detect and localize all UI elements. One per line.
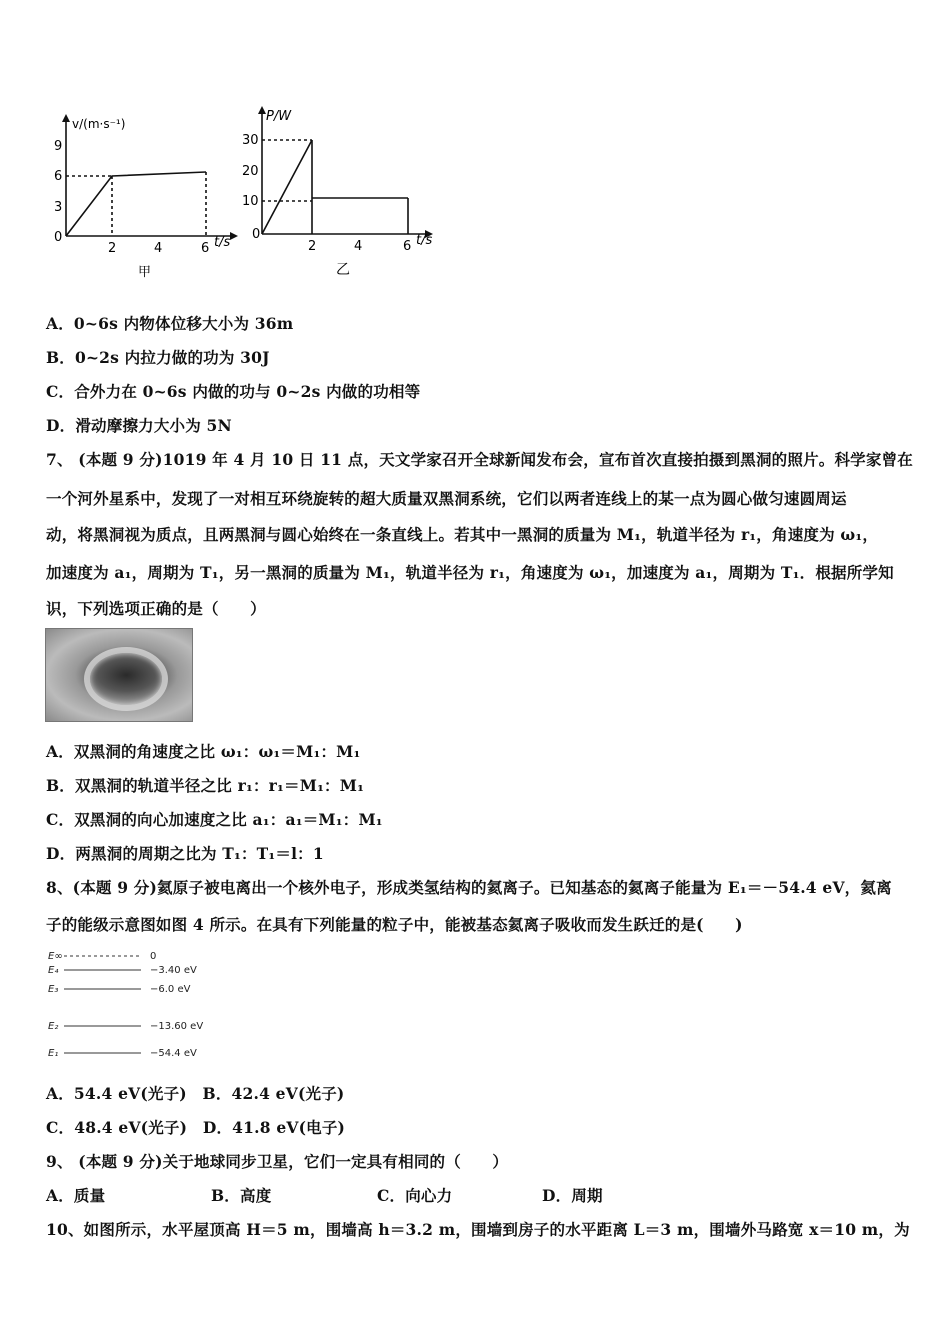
level-value: −6.0 eV — [150, 984, 191, 995]
v-caption: 甲 — [138, 265, 152, 280]
p-xaxis-label: t/s — [416, 233, 433, 248]
q9-option-a: A．质量 — [46, 1186, 106, 1205]
p-ytick: 30 — [242, 133, 259, 148]
q7-stem-line1: 7、 (本题 9 分)1019 年 4 月 10 日 11 点，天文学家召开全球新闻发布会，宣布首次直接拍摄到黑洞的照片。科学家曾在 — [46, 450, 913, 469]
v-xaxis-label: t/s — [214, 235, 231, 250]
power-time-graph — [240, 104, 450, 284]
q8-options-ab: A．54.4 eV(光子) B．42.4 eV(光子) — [46, 1084, 345, 1103]
level-value: 0 — [150, 951, 157, 962]
level-name: E₂ — [48, 1021, 59, 1032]
q9-option-b: B．高度 — [211, 1186, 272, 1205]
p-xtick: 4 — [354, 239, 363, 254]
level-value: −13.60 eV — [150, 1021, 204, 1032]
level-value: −3.40 eV — [150, 965, 197, 976]
p-xtick: 2 — [308, 239, 317, 254]
q8-stem-line1: 8、(本题 9 分)氦原子被电离出一个核外电子，形成类氢结构的氦离子。已知基态的氦离子能量为 E₁＝－54.4 eV，氦离 — [46, 878, 892, 897]
v-ytick: 3 — [54, 200, 63, 215]
q7-stem-line3: 动，将黑洞视为质点，且两黑洞与圆心始终在一条直线上。若其中一黑洞的质量为 M₁，轨道半径为 r₁，角速度为 ω₁， — [46, 525, 879, 544]
q7-option-d: D．两黑洞的周期之比为 T₁：T₁＝l：1 — [46, 844, 324, 863]
q6-option-d: D．滑动摩擦力大小为 5N — [46, 416, 232, 435]
p-xtick: 6 — [403, 239, 412, 254]
v-axis-label: v/(m·s⁻¹) — [72, 117, 126, 131]
q9-option-d: D．周期 — [542, 1186, 603, 1205]
v-xtick: 4 — [154, 241, 163, 256]
p-ytick: 0 — [252, 227, 261, 242]
level-name: E₃ — [48, 984, 59, 995]
black-hole-photo — [45, 628, 193, 722]
velocity-time-graph — [50, 112, 250, 282]
q7-stem-line5: 识，下列选项正确的是（ ） — [46, 599, 266, 618]
level-value: −54.4 eV — [150, 1048, 197, 1059]
q6-option-b: B．0~2s 内拉力做的功为 30J — [46, 348, 270, 367]
q8-options-cd: C．48.4 eV(光子) D．41.8 eV(电子) — [46, 1118, 346, 1137]
v-xtick: 6 — [201, 241, 210, 256]
q10-stem: 10、如图所示，水平屋顶高 H＝5 m，围墙高 h＝3.2 m，围墙到房子的水平距离 L＝3 m，围墙外马路宽 x＝10 m，为 — [46, 1220, 910, 1239]
p-ytick: 20 — [242, 164, 259, 179]
v-ytick: 6 — [54, 169, 63, 184]
q7-option-b: B．双黑洞的轨道半径之比 r₁：r₁＝M₁：M₁ — [46, 776, 365, 795]
q9-stem: 9、 (本题 9 分)关于地球同步卫星，它们一定具有相同的（ ） — [46, 1152, 509, 1171]
energy-level-diagram — [46, 944, 246, 1064]
q7-option-a: A．双黑洞的角速度之比 ω₁：ω₁＝M₁：M₁ — [46, 742, 361, 761]
p-ytick: 10 — [242, 194, 259, 209]
v-xtick: 2 — [108, 241, 117, 256]
q9-option-c: C．向心力 — [377, 1186, 453, 1205]
q8-stem-line2: 子的能级示意图如图 4 所示。在具有下列能量的粒子中，能被基态氦离子吸收而发生跃迁的是( ) — [46, 915, 743, 934]
p-caption: 乙 — [336, 262, 350, 278]
v-ytick: 0 — [54, 230, 63, 245]
level-name: E₁ — [48, 1048, 59, 1059]
p-axis-label: P/W — [266, 109, 292, 124]
q6-option-c: C．合外力在 0~6s 内做的功与 0~2s 内做的功相等 — [46, 382, 421, 401]
q7-stem-line4: 加速度为 a₁，周期为 T₁，另一黑洞的质量为 M₁，轨道半径为 r₁，角速度为 ω₁，加速度为 a₁，周期为 T₁．根据所学知 — [46, 563, 894, 582]
v-ytick: 9 — [54, 139, 63, 154]
level-name: E₄ — [48, 965, 59, 976]
q7-option-c: C．双黑洞的向心加速度之比 a₁：a₁＝M₁：M₁ — [46, 810, 383, 829]
q6-option-a: A．0~6s 内物体位移大小为 36m — [46, 314, 294, 333]
level-name: E∞ — [48, 951, 63, 962]
q7-stem-line2: 一个河外星系中，发现了一对相互环绕旋转的超大质量双黑洞系统，它们以两者连线上的某一点为圆心做匀速圆周运 — [46, 489, 847, 508]
